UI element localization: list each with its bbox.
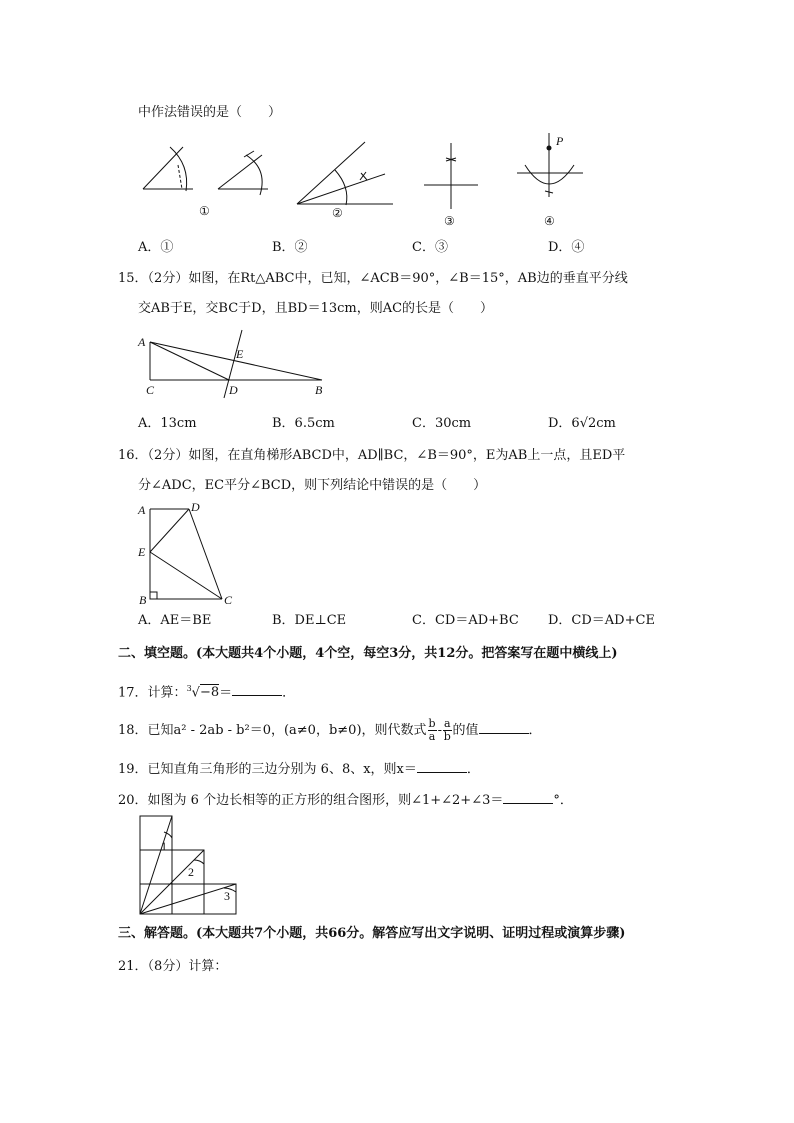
q14-option-c[interactable]: C．③ xyxy=(412,240,448,255)
q20-answer-blank[interactable] xyxy=(503,791,553,804)
q20 xyxy=(118,791,573,810)
q16-option-b[interactable]: B．DE⊥CE xyxy=(272,613,347,628)
q18 xyxy=(118,718,542,743)
q18-text-after: 的值 xyxy=(452,723,479,738)
q18-fraction-2: $\frac{a}{b}$ xyxy=(443,717,451,743)
q21-number: 21． xyxy=(118,959,148,974)
q16-line1 xyxy=(118,447,625,465)
q20-angle-label-2: 2 xyxy=(188,865,194,879)
q17-text: 计算： xyxy=(147,685,187,701)
q15-option-c[interactable]: C．30cm xyxy=(412,416,472,431)
q18-number: 18． xyxy=(118,723,148,738)
q14-fig-label-2: ② xyxy=(332,206,343,220)
q14-option-d[interactable]: D．④ xyxy=(548,240,585,255)
q20-angle-label-3: 3 xyxy=(224,889,230,903)
q17-answer-blank[interactable] xyxy=(232,683,282,696)
q15-label-e: E xyxy=(236,347,244,361)
q15-option-b[interactable]: B．6.5cm xyxy=(272,416,335,431)
q14-fig-label-3: ③ xyxy=(444,214,455,228)
q17-radicand: −8 xyxy=(199,685,220,701)
q14-option-a[interactable]: A．① xyxy=(138,240,174,255)
q19-number: 19． xyxy=(118,762,148,777)
q15-option-a[interactable]: A．13cm xyxy=(138,416,197,431)
q16-line2: 分∠ADC，EC平分∠BCD，则下列结论中错误的是（ ） xyxy=(138,478,487,493)
q14-figure-3 xyxy=(424,143,478,228)
q18-end: ． xyxy=(528,723,542,738)
q16-text-1: （2分）如图，在直角梯形ABCD中，AD∥BC，∠B＝90°，E为AB上一点，且ED平 xyxy=(147,448,626,463)
q15-line2: 交AB于E，交BC于D，且BD＝13cm，则AC的长是（ ） xyxy=(138,301,494,316)
q20-end: °． xyxy=(553,793,573,808)
q19-end: ． xyxy=(466,762,480,777)
q14-continuation: 中作法错误的是（ ） xyxy=(138,105,282,120)
radical-icon: √ xyxy=(191,685,200,701)
q18-minus: - xyxy=(437,723,442,738)
q18-text: 已知a² - 2ab - b²＝0，(a≠0，b≠0)，则代数式 xyxy=(147,723,427,738)
q18-answer-blank[interactable] xyxy=(479,721,529,734)
q14-figures xyxy=(0,125,794,245)
q17-root-index: 3 xyxy=(186,684,192,693)
q14-point-p: P xyxy=(556,134,564,148)
q20-text: 如图为 6 个边长相等的正方形的组合图形，则∠1+∠2+∠3＝ xyxy=(147,793,504,808)
q14-figure-2 xyxy=(297,142,393,220)
q19 xyxy=(118,760,480,779)
q15-figure xyxy=(0,330,794,410)
q20-figure xyxy=(0,812,794,922)
q14-fig-label-1: ① xyxy=(199,204,210,218)
q16-option-d[interactable]: D．CD＝AD+CE xyxy=(548,613,655,628)
section-2-heading: 二、填空题。(本大题共4个小题，4个空，每空3分，共12分。把答案写在题中横线上) xyxy=(118,646,618,661)
q14-option-b[interactable]: B．② xyxy=(272,240,308,255)
q16-number: 16． xyxy=(118,448,148,463)
q21 xyxy=(118,958,227,976)
q16-label-e: E xyxy=(138,545,146,559)
q16-figure xyxy=(0,500,794,610)
q17-equals: ＝ xyxy=(219,685,233,701)
q16-label-d: D xyxy=(191,500,200,514)
q20-angle-label-1: 1 xyxy=(161,839,167,853)
q16-label-a: A xyxy=(138,503,146,517)
q16-option-a[interactable]: A．AE＝BE xyxy=(138,613,212,628)
q15-line1 xyxy=(118,270,628,288)
q15-number: 15． xyxy=(118,271,148,286)
section-3-heading: 三、解答题。(本大题共7个小题，共66分。解答应写出文字说明、证明过程或演算步骤) xyxy=(118,926,626,941)
q15-label-c: C xyxy=(146,383,155,397)
q15-label-d: D xyxy=(229,383,238,397)
q15-label-a: A xyxy=(138,335,146,349)
q15-text-1: （2分）如图，在Rt△ABC中，已知，∠ACB＝90°，∠B＝15°，AB边的垂直平分线 xyxy=(147,271,628,286)
q15-label-b: B xyxy=(315,383,323,397)
q14-figure-1b xyxy=(218,151,268,195)
q16-label-c: C xyxy=(224,593,233,607)
q14-figure-1 xyxy=(143,147,210,218)
q20-number: 20． xyxy=(118,793,148,808)
q19-answer-blank[interactable] xyxy=(417,760,467,773)
q14-figure-4 xyxy=(517,133,583,228)
q15-option-d[interactable]: D．6√2cm xyxy=(548,416,616,431)
q14-fig-label-4: ④ xyxy=(544,214,555,228)
q17-number: 17． xyxy=(118,685,148,701)
q16-option-c[interactable]: C．CD＝AD+BC xyxy=(412,613,519,628)
q17 xyxy=(118,680,295,702)
q21-text: （8分）计算： xyxy=(147,959,228,974)
q17-end: ． xyxy=(282,685,296,701)
q19-text: 已知直角三角形的三边分别为 6、8、x，则x＝ xyxy=(147,762,417,777)
q18-fraction-1: $\frac{b}{a}$ xyxy=(428,717,436,743)
q16-label-b: B xyxy=(139,593,147,607)
